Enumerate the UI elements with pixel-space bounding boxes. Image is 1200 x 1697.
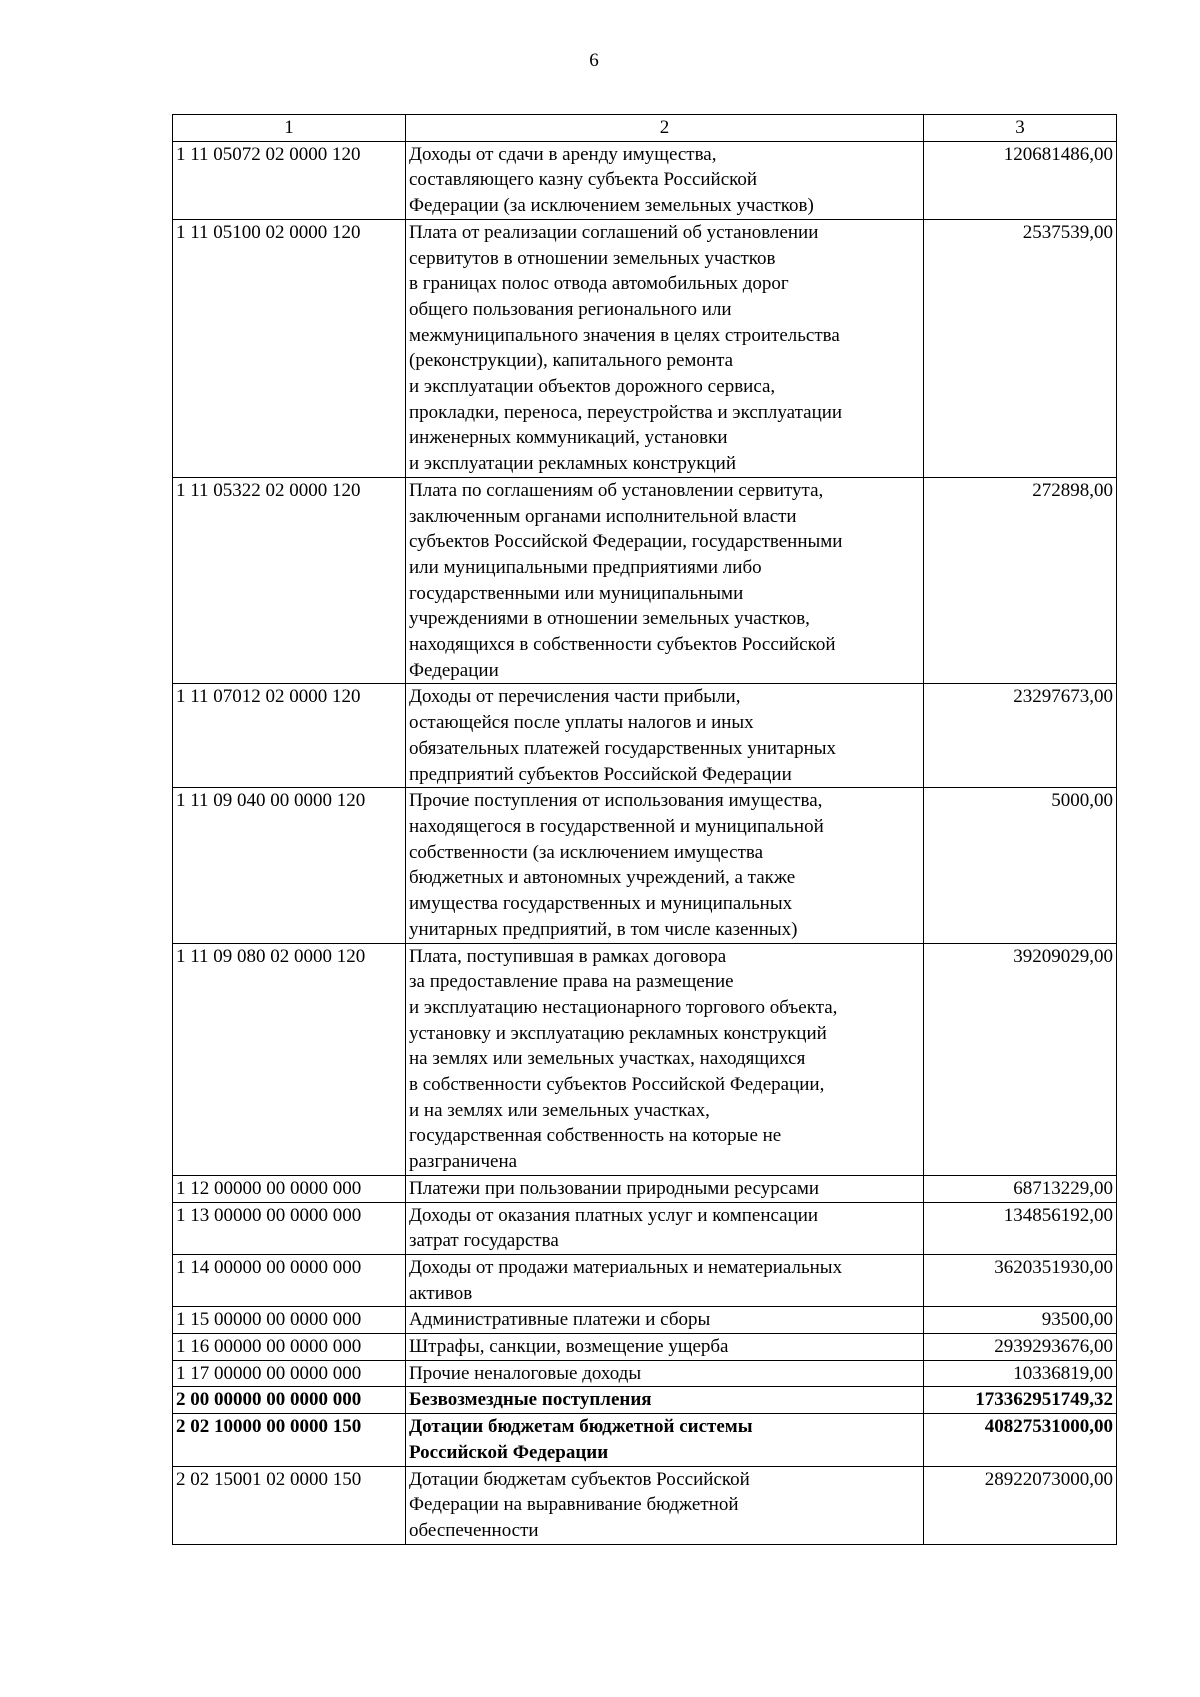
table-row: [173, 1307, 1117, 1334]
income-description: Прочие поступления от использования имущества, находящегося в государственной и муниципальной собственности (за исключением имущества бюджетных и автономных учреждений, а также имущества государственных и муниципальных унитарных предприятий, в том числе казенных): [406, 788, 924, 943]
income-description: Плата по соглашениям об установлении сервитута, заключенным органами исполнительной власти субъектов Российской Федерации, государственными или муниципальными предприятиями либо государственными или муниципальными учреждениями в отношении земельных участков, находящихся в собственности субъектов Российской Федерации: [406, 477, 924, 684]
income-description: Безвозмездные поступления: [406, 1387, 924, 1414]
budget-code: 1 16 00000 00 0000 000: [173, 1334, 406, 1361]
budget-code: 2 02 10000 00 0000 150: [173, 1414, 406, 1466]
amount: 5000,00: [924, 788, 1117, 943]
table-row: [173, 1254, 1117, 1306]
income-description: Прочие неналоговые доходы: [406, 1360, 924, 1387]
table-row: [173, 1202, 1117, 1254]
budget-code: 1 11 05072 02 0000 120: [173, 141, 406, 219]
income-description: Дотации бюджетам бюджетной системы Российской Федерации: [406, 1414, 924, 1466]
budget-code: 1 14 00000 00 0000 000: [173, 1254, 406, 1306]
income-description: Дотации бюджетам субъектов Российской Федерации на выравнивание бюджетной обеспеченности: [406, 1466, 924, 1544]
amount: 93500,00: [924, 1307, 1117, 1334]
column-header-row: [173, 115, 1117, 142]
budget-code: 2 02 15001 02 0000 150: [173, 1466, 406, 1544]
income-description: Плата, поступившая в рамках договора за предоставление права на размещение и эксплуатацию нестационарного торгового объекта, установку и эксплуатацию рекламных конструкций на землях или земельных участках, находящихся в собственности субъектов Российской Федерации, и на землях или земельных участках, государственная собственность на которые не разграничена: [406, 943, 924, 1175]
income-description: Штрафы, санкции, возмещение ущерба: [406, 1334, 924, 1361]
amount: 2939293676,00: [924, 1334, 1117, 1361]
amount: 10336819,00: [924, 1360, 1117, 1387]
table-row: [173, 1175, 1117, 1202]
amount: 39209029,00: [924, 943, 1117, 1175]
amount: 40827531000,00: [924, 1414, 1117, 1466]
budget-code: 1 12 00000 00 0000 000: [173, 1175, 406, 1202]
amount: 23297673,00: [924, 684, 1117, 788]
table-row: [173, 141, 1117, 219]
income-description: Доходы от сдачи в аренду имущества, составляющего казну субъекта Российской Федерации (за исключением земельных участков): [406, 141, 924, 219]
amount: 272898,00: [924, 477, 1117, 684]
amount: 3620351930,00: [924, 1254, 1117, 1306]
income-description: Доходы от перечисления части прибыли, остающейся после уплаты налогов и иных обязательных платежей государственных унитарных предприятий субъектов Российской Федерации: [406, 684, 924, 788]
page-number: 6: [589, 50, 599, 71]
amount: 173362951749,32: [924, 1387, 1117, 1414]
budget-code: 2 00 00000 00 0000 000: [173, 1387, 406, 1414]
budget-code: 1 11 05322 02 0000 120: [173, 477, 406, 684]
amount: 2537539,00: [924, 219, 1117, 477]
budget-code: 1 15 00000 00 0000 000: [173, 1307, 406, 1334]
table-row-subtotal: [173, 1414, 1117, 1466]
column-header-description: 2: [406, 115, 924, 142]
amount: 120681486,00: [924, 141, 1117, 219]
budget-code: 1 11 07012 02 0000 120: [173, 684, 406, 788]
amount: 134856192,00: [924, 1202, 1117, 1254]
budget-code: 1 13 00000 00 0000 000: [173, 1202, 406, 1254]
column-header-code: 1: [173, 115, 406, 142]
table-row: [173, 684, 1117, 788]
table-row: [173, 1334, 1117, 1361]
table-row-total: [173, 1387, 1117, 1414]
income-description: Административные платежи и сборы: [406, 1307, 924, 1334]
table-row: [173, 219, 1117, 477]
income-description: Платежи при пользовании природными ресурсами: [406, 1175, 924, 1202]
amount: 68713229,00: [924, 1175, 1117, 1202]
income-description: Доходы от оказания платных услуг и компенсации затрат государства: [406, 1202, 924, 1254]
income-description: Плата от реализации соглашений об установлении сервитутов в отношении земельных участков в границах полос отвода автомобильных дорог общего пользования регионального или межмуниципального значения в целях строительства (реконструкции), капитального ремонта и эксплуатации объектов дорожного сервиса, прокладки, переноса, переустройства и эксплуатации инженерных коммуникаций, установки и эксплуатации рекламных конструкций: [406, 219, 924, 477]
table-row: [173, 788, 1117, 943]
table-row: [173, 1360, 1117, 1387]
column-header-amount: 3: [924, 115, 1117, 142]
budget-code: 1 11 09 040 00 0000 120: [173, 788, 406, 943]
budget-code: 1 17 00000 00 0000 000: [173, 1360, 406, 1387]
budget-code: 1 11 05100 02 0000 120: [173, 219, 406, 477]
revenue-table: [172, 114, 1117, 1545]
table-row: [173, 943, 1117, 1175]
budget-code: 1 11 09 080 02 0000 120: [173, 943, 406, 1175]
amount: 28922073000,00: [924, 1466, 1117, 1544]
table-row: [173, 1466, 1117, 1544]
table-row: [173, 477, 1117, 684]
income-description: Доходы от продажи материальных и нематериальных активов: [406, 1254, 924, 1306]
